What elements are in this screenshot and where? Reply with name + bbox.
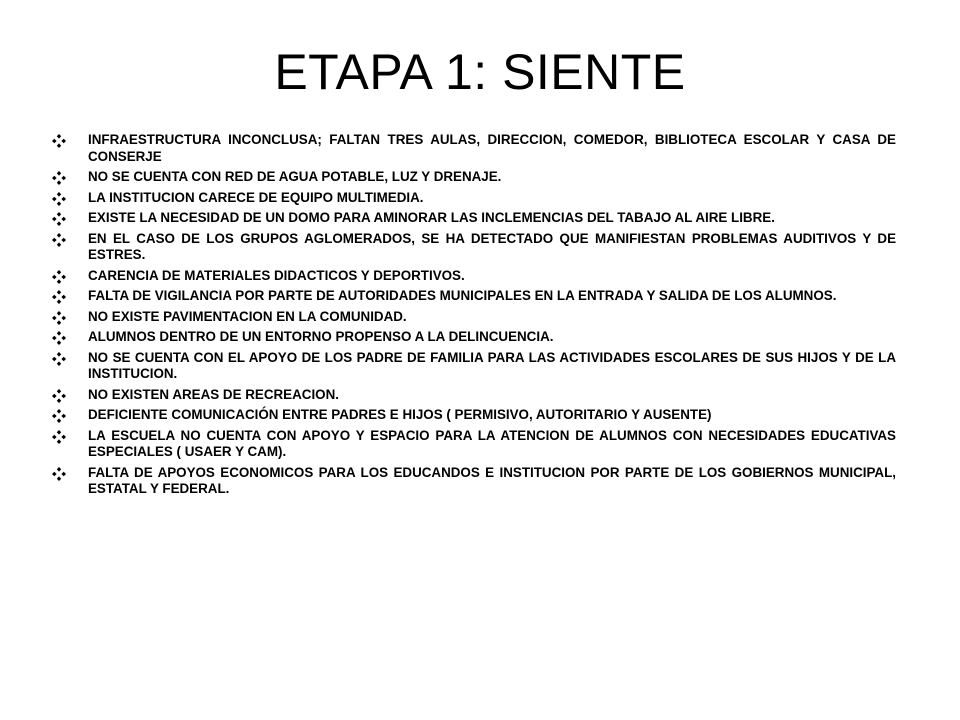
list-item — [52, 465, 896, 498]
list-item-text: DEFICIENTE COMUNICACIÓN ENTRE PADRES E HIJOS ( PERMISIVO, AUTORITARIO Y AUSENTE) — [88, 407, 712, 422]
list-item — [52, 132, 896, 165]
list-item-text: FALTA DE VIGILANCIA POR PARTE DE AUTORIDADES MUNICIPALES EN LA ENTRADA Y SALIDA DE LOS ALUMNOS. — [88, 288, 837, 303]
list-item — [52, 288, 896, 305]
four-diamond-bullet-icon — [52, 331, 66, 345]
list-item — [52, 169, 896, 186]
four-diamond-bullet-icon — [52, 233, 66, 247]
list-item — [52, 231, 896, 264]
slide-title: ETAPA 1: SIENTE — [274, 44, 686, 100]
four-diamond-bullet-icon — [52, 270, 66, 284]
list-item-text: LA INSTITUCION CARECE DE EQUIPO MULTIMEDIA. — [88, 189, 424, 205]
list-item — [52, 309, 896, 326]
four-diamond-bullet-icon — [52, 171, 66, 185]
four-diamond-bullet-icon — [52, 290, 66, 304]
four-diamond-bullet-icon — [52, 430, 66, 444]
four-diamond-bullet-icon — [52, 389, 66, 403]
list-item-text: INFRAESTRUCTURA INCONCLUSA; FALTAN TRES AULAS, DIRECCION, COMEDOR, BIBLIOTECA ESCOLAR Y CASA DE CONSERJE — [88, 132, 896, 164]
list-item — [52, 210, 896, 227]
list-item — [52, 268, 896, 285]
list-item — [52, 350, 896, 383]
list-item — [52, 190, 896, 207]
list-item-text: EXISTE LA NECESIDAD DE UN DOMO PARA AMINORAR LAS INCLEMENCIAS DEL TABAJO AL AIRE LIBRE. — [88, 210, 775, 225]
bullet-list — [52, 132, 896, 502]
list-item — [52, 387, 896, 404]
list-item — [52, 407, 896, 424]
four-diamond-bullet-icon — [52, 467, 66, 481]
list-item — [52, 428, 896, 461]
list-item-text: EN EL CASO DE LOS GRUPOS AGLOMERADOS, SE HA DETECTADO QUE MANIFIESTAN PROBLEMAS AUDITIVOS Y DE ESTRES. — [88, 230, 896, 262]
four-diamond-bullet-icon — [52, 311, 66, 325]
list-item-text: NO SE CUENTA CON RED DE AGUA POTABLE, LUZ Y DRENAJE. — [88, 169, 502, 184]
four-diamond-bullet-icon — [52, 212, 66, 226]
four-diamond-bullet-icon — [52, 192, 66, 206]
four-diamond-bullet-icon — [52, 134, 66, 148]
four-diamond-bullet-icon — [52, 352, 66, 366]
list-item-text: NO SE CUENTA CON EL APOYO DE LOS PADRE DE FAMILIA PARA LAS ACTIVIDADES ESCOLARES DE SUS HIJOS Y DE LA INSTITUCION. — [88, 349, 896, 381]
list-item-text: LA ESCUELA NO CUENTA CON APOYO Y ESPACIO PARA LA ATENCION DE ALUMNOS CON NECESIDADES EDUCATIVAS ESPECIALES ( USAER Y CAM). — [88, 427, 896, 459]
four-diamond-bullet-icon — [52, 409, 66, 423]
list-item-text: FALTA DE APOYOS ECONOMICOS PARA LOS EDUCANDOS E INSTITUCION POR PARTE DE LOS GOBIERNOS MUNICIPAL, ESTATAL Y FEDERAL. — [88, 464, 896, 496]
list-item-text: NO EXISTE PAVIMENTACION EN LA COMUNIDAD. — [88, 308, 407, 324]
list-item-text: CARENCIA DE MATERIALES DIDACTICOS Y DEPORTIVOS. — [88, 267, 465, 283]
list-item — [52, 329, 896, 346]
list-item-text: NO EXISTEN AREAS DE RECREACION. — [88, 386, 339, 402]
list-item-text: ALUMNOS DENTRO DE UN ENTORNO PROPENSO A LA DELINCUENCIA. — [88, 329, 554, 344]
